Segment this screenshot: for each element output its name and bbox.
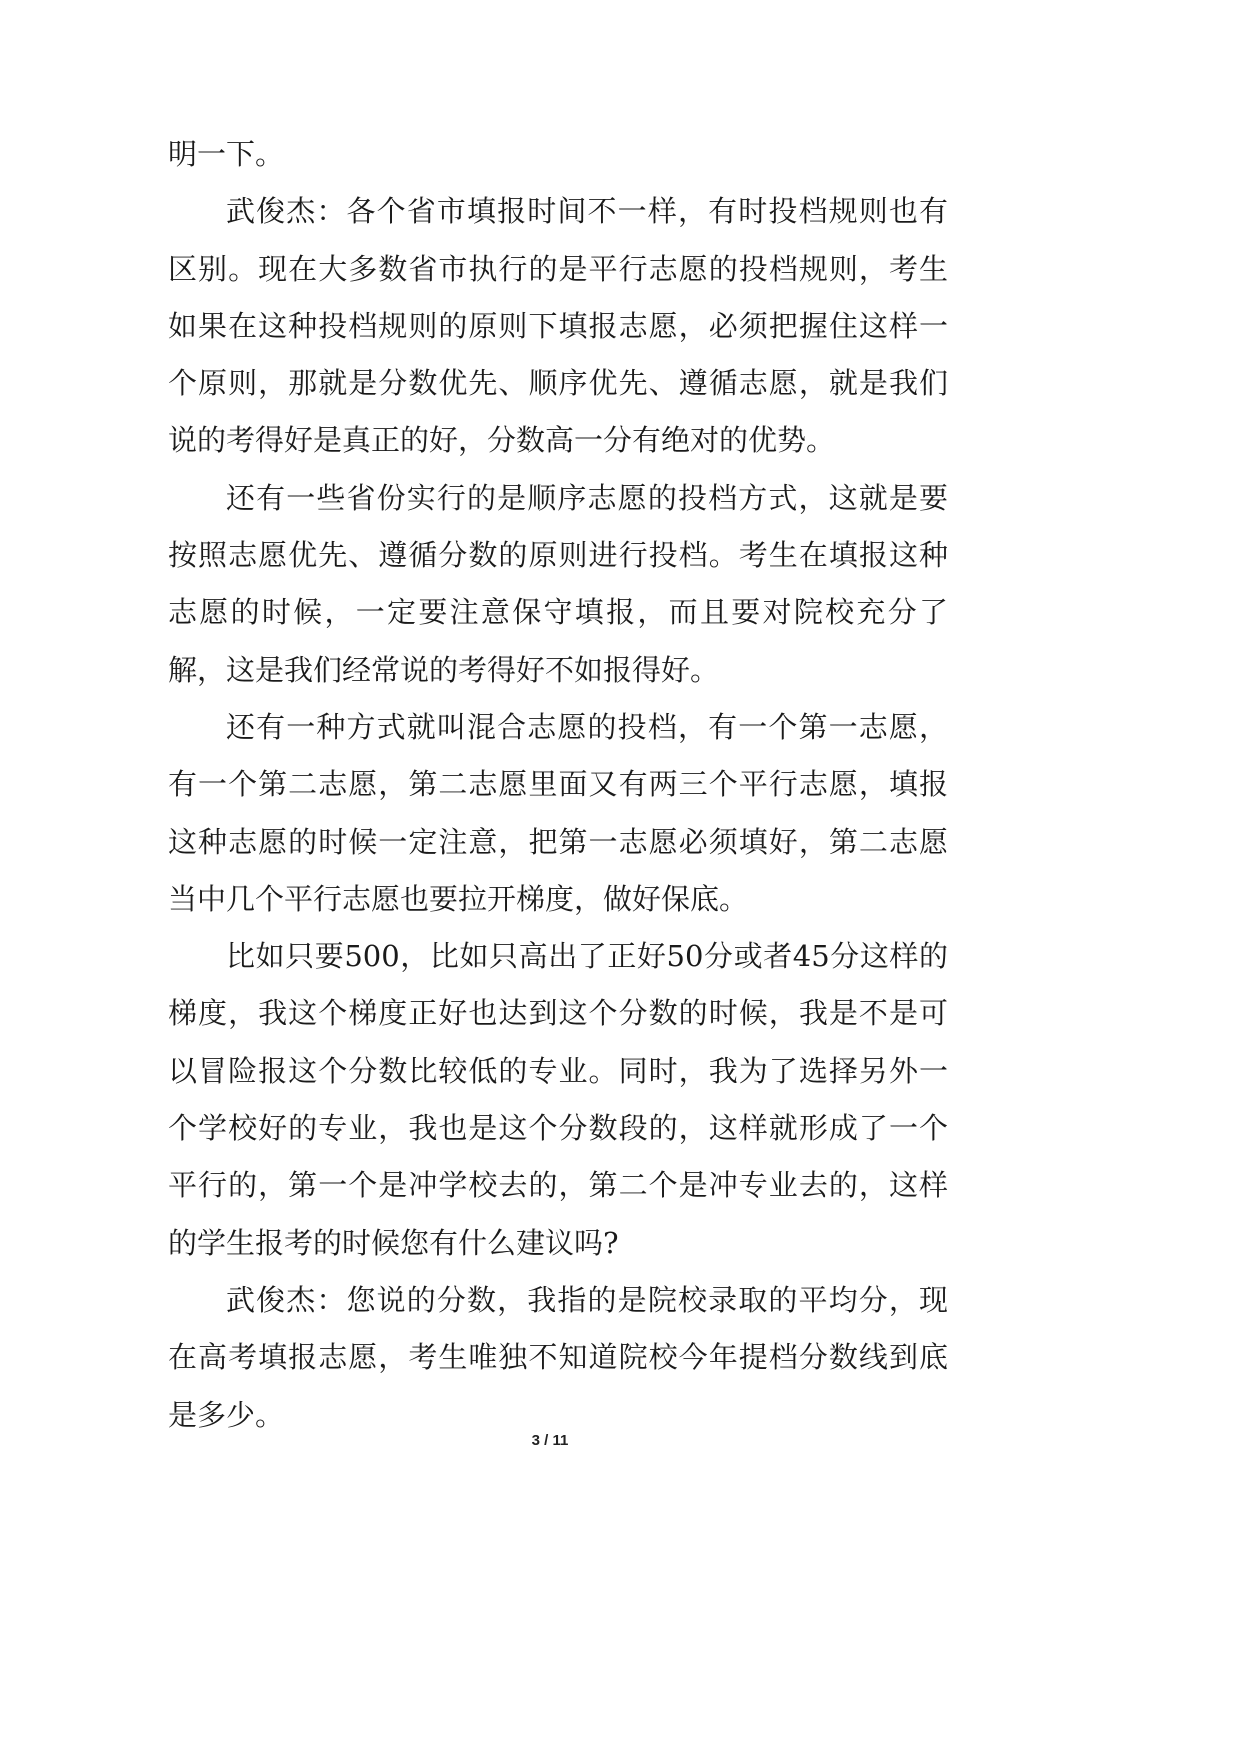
page-number: 3 / 11 [531, 1432, 569, 1449]
paragraph: 还有一种方式就叫混合志愿的投档，有一个第一志愿，有一个第二志愿，第二志愿里面又有两三个平行志愿，填报这种志愿的时候一定注意，把第一志愿必须填好，第二志愿当中几个平行志愿也要拉开梯度，做好保底。 [168, 709, 948, 916]
document-body [168, 126, 948, 1444]
paragraph: 还有一些省份实行的是顺序志愿的投档方式，这就是要按照志愿优先、遵循分数的原则进行投档。考生在填报这种志愿的时候，一定要注意保守填报，而且要对院校充分了解，这是我们经常说的考得好不如报得好。 [168, 480, 948, 687]
paragraph: 武俊杰：各个省市填报时间不一样，有时投档规则也有区别。现在大多数省市执行的是平行志愿的投档规则，考生如果在这种投档规则的原则下填报志愿，必须把握住这样一个原则，那就是分数优先、顺序优先、遵循志愿，就是我们说的考得好是真正的好，分数高一分有绝对的优势。 [168, 194, 948, 458]
paragraph: 武俊杰：您说的分数，我指的是院校录取的平均分，现在高考填报志愿，考生唯独不知道院校今年提档分数线到底是多少。 [168, 1282, 948, 1432]
paragraph: 明一下。 [168, 137, 285, 171]
paragraph: 比如只要500，比如只高出了正好50分或者45分这样的梯度，我这个梯度正好也达到这个分数的时候，我是不是可以冒险报这个分数比较低的专业。同时，我为了选择另外一个学校好的专业，我也是这个分数段的，这样就形成了一个平行的，第一个是冲学校去的，第二个是冲专业去的，这样的学生报考的时候您有什么建议吗? [168, 939, 948, 1260]
